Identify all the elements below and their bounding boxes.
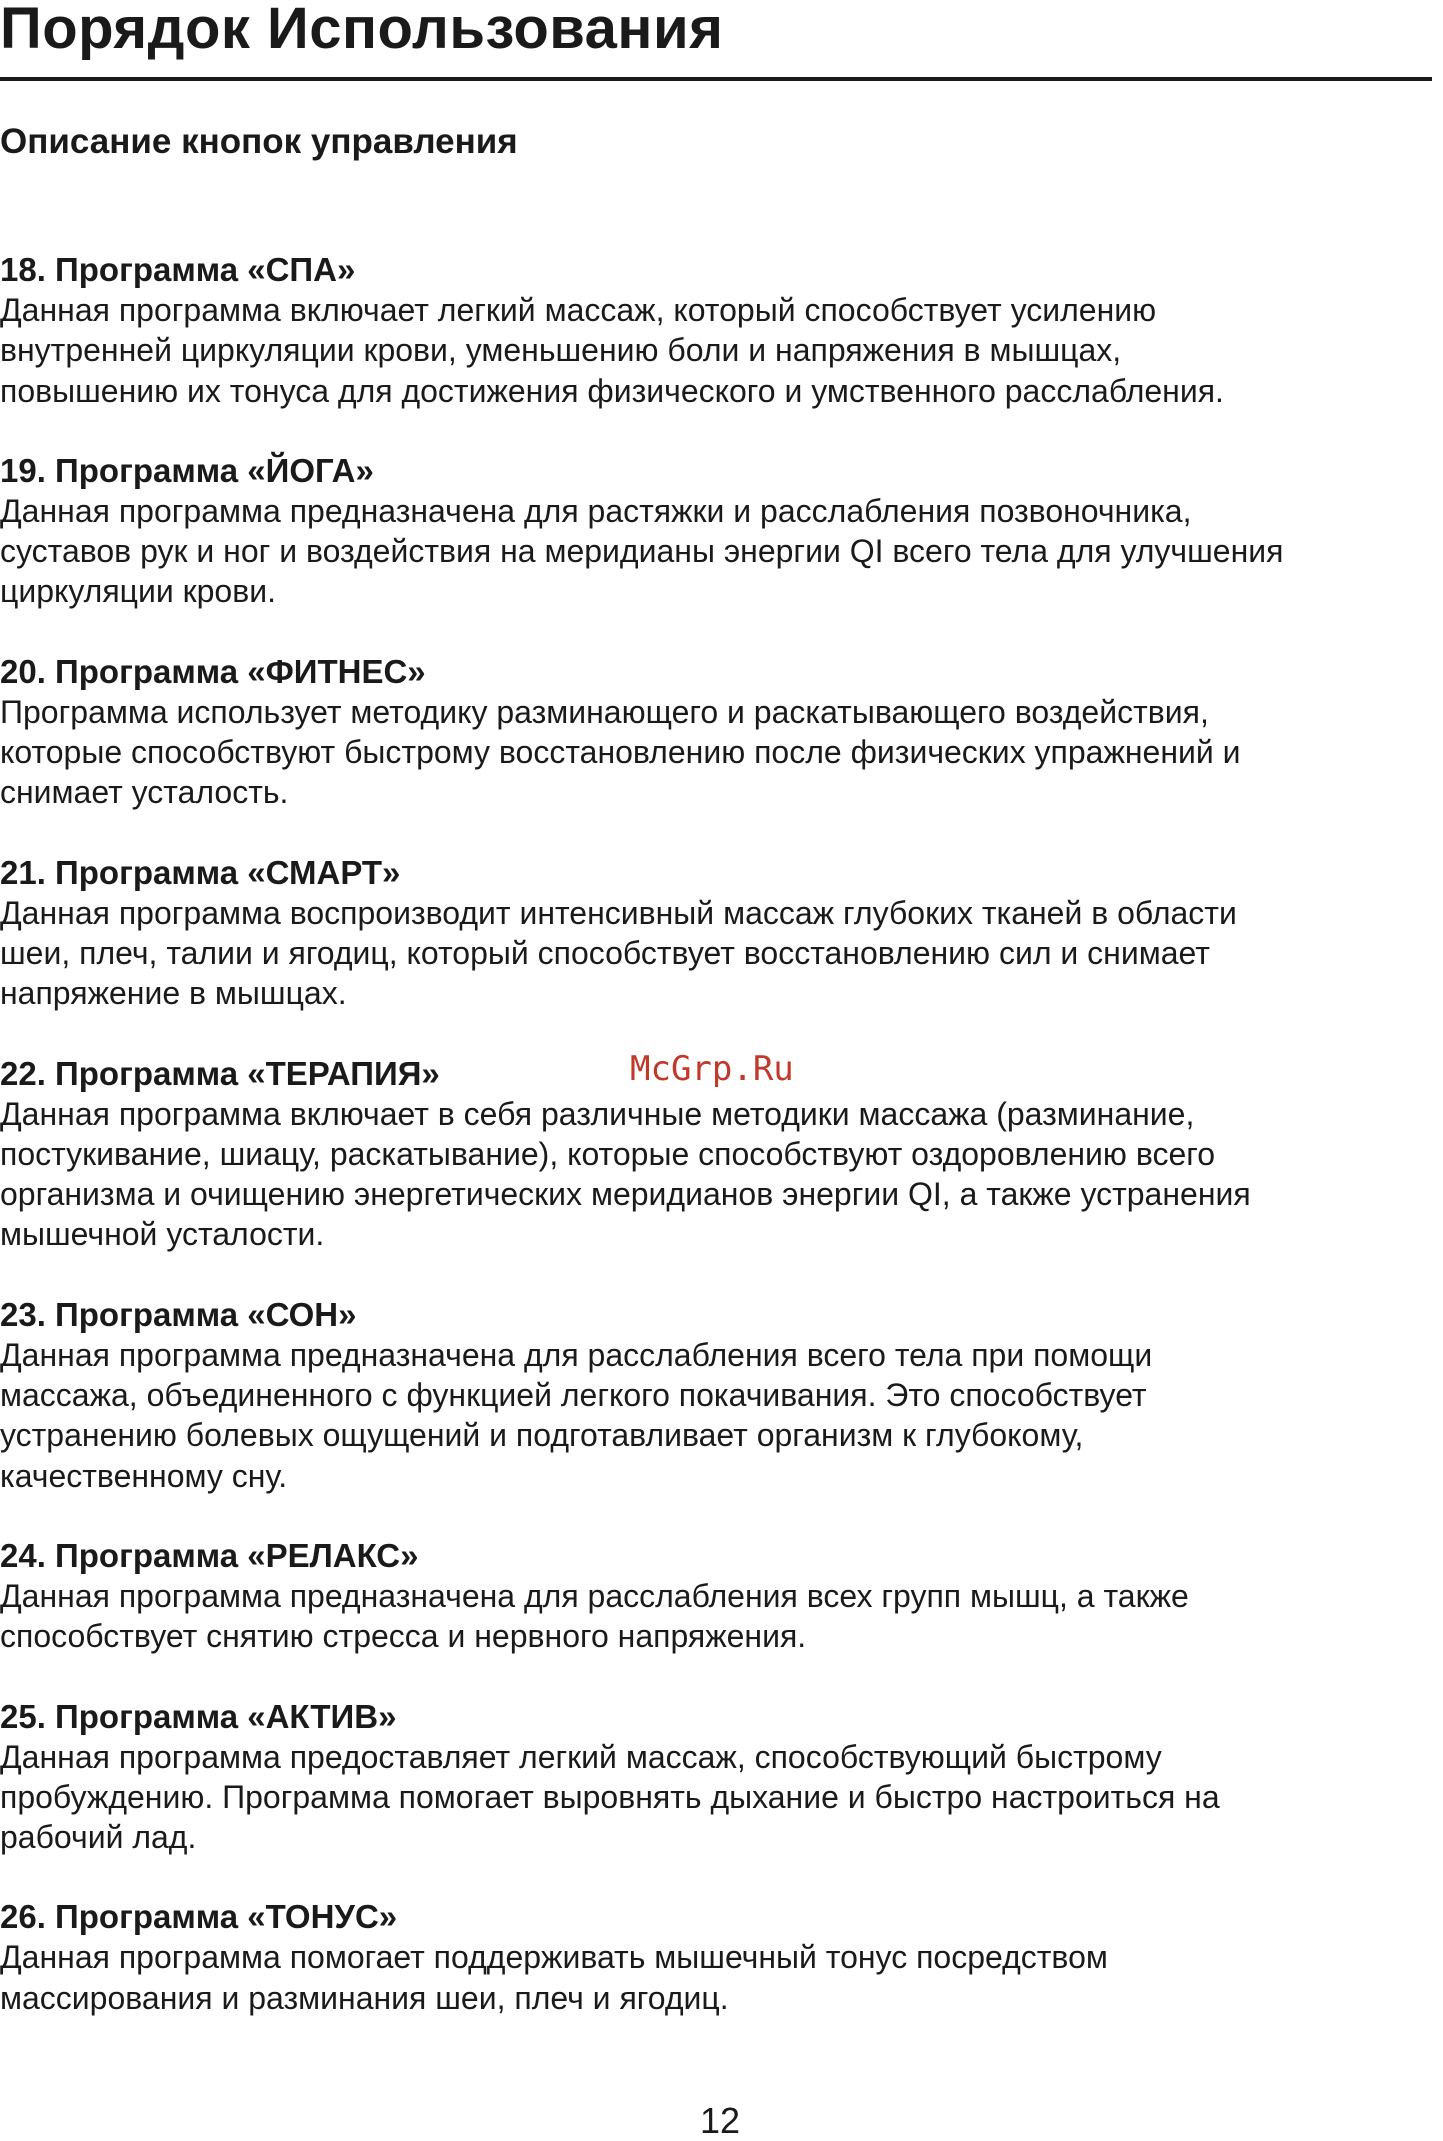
program-description: Данная программа помогает поддерживать мышечный тонус посредством массирования и разминания шеи, плеч и ягодиц. [0,1939,1108,2016]
program-25 [0,1697,1443,1858]
program-description: Данная программа предназначена для растяжки и расслабления позвоночника, суставов рук и ног и воздействия на меридианы энергии QI всего тела для улучшения циркуляции крови. [0,492,1284,610]
page-number: 12 [700,2100,741,2141]
program-heading: 18. Программа «СПА» [0,251,356,288]
program-description: Программа использует методику разминающего и раскатывающего воздействия, которые способствуют быстрому восстановлению после физических упражнений и снимает усталость. [0,693,1241,811]
watermark: McGrp.Ru [630,1049,794,1089]
program-18 [0,250,1443,411]
program-heading: 19. Программа «ЙОГА» [0,451,374,489]
program-heading: 22. Программа «ТЕРАПИЯ» [0,1054,440,1092]
program-list [0,250,1443,2058]
program-description: Данная программа воспроизводит интенсивный массаж глубоких тканей в области шеи, плеч, талии и ягодиц, который способствует восстановлению сил и снимает напряжение в мышцах. [0,894,1237,1012]
program-heading: 25. Программа «АКТИВ» [0,1697,397,1735]
program-description: Данная программа включает легкий массаж, который способствует усилению внутренней циркуляции крови, уменьшению боли и напряжения в мышцах, повышению их тонуса для достижения физического и умственного расслабления. [0,292,1224,409]
program-heading: 20. Программа «ФИТНЕС» [0,652,426,690]
program-19 [0,451,1443,612]
program-description: Данная программа включает в себя различные методики массажа (разминание, постукивание, шиацу, раскатывание), которые способствуют оздоровлению всего организма и очищению энергетических меридианов энергии QI, а также устранения мышечной усталости. [0,1095,1251,1253]
program-heading: 21. Программа «СМАРТ» [0,853,401,891]
program-20 [0,652,1443,813]
program-26 [0,1897,1443,2018]
program-heading: 26. Программа «ТОНУС» [0,1898,398,1936]
program-description: Данная программа предназначена для расслабления всех групп мышц, а также способствует снятию стресса и нервного напряжения. [0,1577,1189,1655]
program-24 [0,1536,1443,1657]
program-21 [0,853,1443,1014]
section-subtitle: Описание кнопок управления [0,122,518,161]
program-description: Данная программа предоставляет легкий массаж, способствующий быстрому пробуждению. Программа помогает выровнять дыхание и быстро настроиться на рабочий лад. [0,1738,1220,1856]
program-description: Данная программа предназначена для расслабления всего тела при помощи массажа, объединенного с функцией легкого покачивания. Это способствует устранению болевых ощущений и подготавливает организм к глубокому, качественному сну. [0,1336,1153,1494]
page-title: Порядок Использования [0,0,724,61]
program-23 [0,1295,1443,1496]
title-divider [0,77,1432,81]
program-heading: 23. Программа «СОН» [0,1295,357,1333]
program-heading: 24. Программа «РЕЛАКС» [0,1536,419,1574]
